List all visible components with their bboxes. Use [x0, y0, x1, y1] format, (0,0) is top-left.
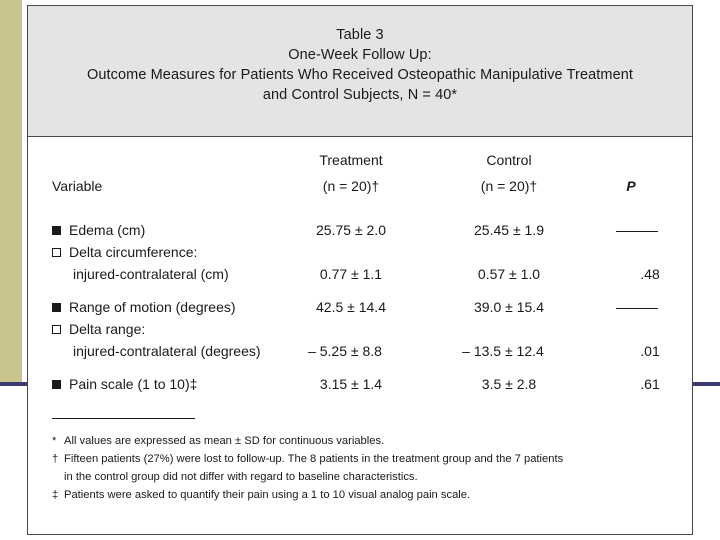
footnote-2-continued	[52, 469, 418, 486]
treatment-value: 25.75 ± 2.0	[316, 222, 386, 238]
control-value: – 13.5 ± 12.4	[462, 343, 544, 359]
row-label: Delta circumference:	[69, 244, 198, 260]
table-subtitle-line2: and Control Subjects, N = 40*	[262, 87, 458, 103]
p-value-dash	[616, 308, 658, 309]
table-row	[52, 244, 197, 260]
open-square-icon	[52, 325, 61, 334]
table-row	[52, 222, 145, 238]
table-subtitle-line1: Outcome Measures for Patients Who Received Osteopathic Manipulative Treatment	[86, 67, 634, 83]
row-label: Range of motion (degrees)	[69, 299, 236, 315]
row-label: Delta range:	[69, 321, 146, 337]
footnote-1	[52, 433, 384, 450]
filled-square-icon	[52, 226, 61, 235]
footnote-text: All values are expressed as mean ± SD for continuous variables.	[64, 435, 385, 447]
footnote-mark: †	[52, 453, 59, 465]
table-number: Table 3	[336, 27, 384, 43]
header-p: P	[626, 178, 636, 194]
table-row-label: injured-contralateral (cm)	[73, 266, 229, 282]
footnote-text: in the control group did not differ with regard to baseline characteristics.	[64, 471, 418, 483]
slide-side-bar	[0, 0, 22, 383]
table-row	[52, 376, 197, 392]
filled-square-icon	[52, 380, 61, 389]
control-value: 3.5 ± 2.8	[481, 376, 537, 392]
footnote-2	[52, 451, 563, 468]
p-value: .01	[640, 343, 660, 359]
footnote-divider	[52, 418, 195, 419]
control-value: 39.0 ± 15.4	[474, 299, 544, 315]
slide-accent-line-right	[693, 382, 720, 386]
row-label: Edema (cm)	[69, 222, 146, 238]
footnote-text: Fifteen patients (27%) were lost to follow-up. The 8 patients in the treatment group and the 7 patients	[64, 453, 564, 465]
filled-square-icon	[52, 303, 61, 312]
header-variable: Variable	[52, 178, 103, 194]
control-value: 25.45 ± 1.9	[474, 222, 544, 238]
table-panel	[27, 5, 693, 535]
row-label: Pain scale (1 to 10)‡	[69, 376, 198, 392]
table-row	[52, 321, 145, 337]
header-control-n: (n = 20)†	[480, 178, 538, 194]
header-control: Control	[486, 152, 532, 168]
treatment-value: 3.15 ± 1.4	[319, 376, 383, 392]
control-value: 0.57 ± 1.0	[477, 266, 541, 282]
treatment-value: 42.5 ± 14.4	[316, 299, 386, 315]
table-row	[52, 299, 236, 315]
p-value: .61	[640, 376, 660, 392]
table-row-label: injured-contralateral (degrees)	[73, 343, 261, 359]
footnote-text: Patients were asked to quantify their pain using a 1 to 10 visual analog pain scale.	[64, 489, 471, 501]
treatment-value: – 5.25 ± 8.8	[308, 343, 382, 359]
footnote-3	[52, 487, 470, 504]
p-value: .48	[640, 266, 660, 282]
p-value-dash	[616, 231, 658, 232]
header-treatment-n: (n = 20)†	[322, 178, 380, 194]
open-square-icon	[52, 248, 61, 257]
footnote-mark: *	[52, 435, 57, 447]
table-title: One-Week Follow Up:	[288, 47, 432, 63]
treatment-value: 0.77 ± 1.1	[319, 266, 383, 282]
header-treatment: Treatment	[319, 152, 383, 168]
footnote-mark: ‡	[52, 489, 59, 501]
table-title-block	[28, 6, 692, 137]
